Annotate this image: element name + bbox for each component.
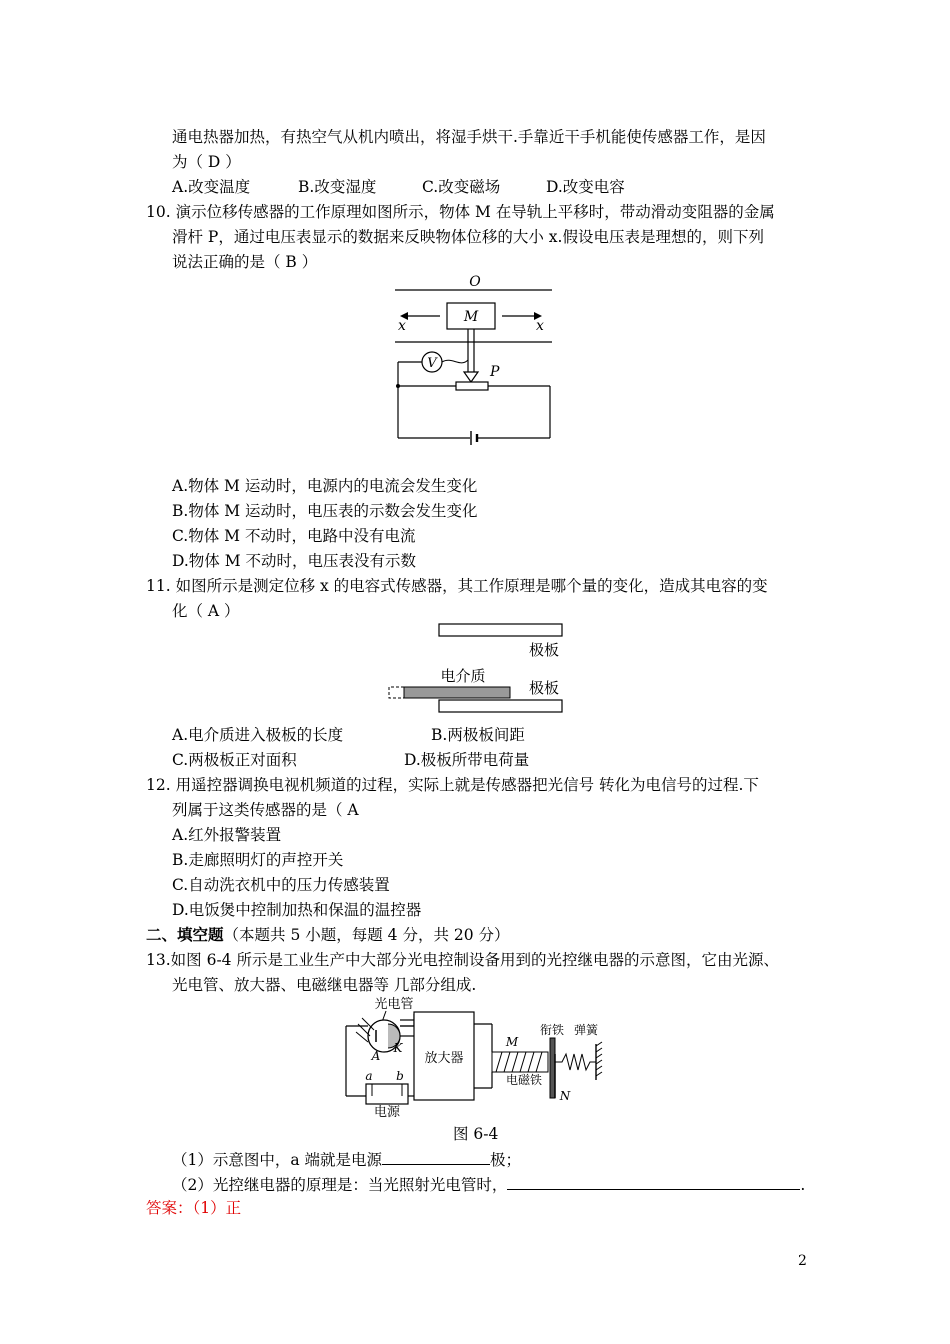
section-heading [146,925,510,945]
q10-line2: 滑杆 P，通过电压表显示的数据来反映物体位移的大小 x.假设电压表是理想的，则下列 [172,228,764,246]
q11-option-b: B.两极板间距 [431,726,525,744]
q12-line1: 12. 用遥控器调换电视机频道的过程，实际上就是传感器把光信号 转化为电信号的过程.下 [146,776,759,794]
dielectric-slab [404,687,510,698]
label-m: M [463,309,479,325]
q11-line1: 11. 如图所示是测定位移 x 的电容式传感器，其工作原理是哪个量的变化，造成其电容的变 [146,577,768,595]
q9-option-c: C.改变磁场 [422,178,501,196]
label-spring: 弹簧 [573,1023,599,1037]
bottom-plate [439,700,562,712]
page-number: 2 [798,1253,807,1269]
q10-option-a: A.物体 M 运动时，电源内的电流会发生变化 [172,477,478,495]
label-dielectric: 电介质 [440,667,486,685]
q13-line2: 光电管、放大器、电磁继电器等 几部分组成. [172,976,477,994]
label-a-terminal: a [365,1069,373,1083]
q13-sub2 [172,1174,805,1195]
q10-line3: 说法正确的是（ B ） [172,253,318,271]
label-o: O [469,274,481,290]
q13-figure-caption: 图 6-4 [453,1125,499,1143]
q9-option-d: D.改变电容 [546,178,625,196]
q13-sub1-suffix: 极； [490,1151,522,1169]
label-armature: 衔铁 [539,1023,565,1037]
label-v: V [427,356,437,371]
label-x-right: x [536,318,544,334]
q9-options [172,177,625,197]
q13-sub2-prefix: （2）光控继电器的原理是：当光照射光电管时， [172,1176,508,1194]
q9-line2: 为（ D ） [172,153,241,171]
q9-option-a: A.改变温度 [172,178,251,196]
q13-line1: 13.如图 6-4 所示是工业生产中大部分光电控制设备用到的光控继电器的示意图，它由光源、 [146,951,779,969]
q12-option-a: A.红外报警装置 [172,826,282,844]
section-note: （本题共 5 小题，每题 4 分，共 20 分） [223,926,510,944]
label-p: P [490,364,500,380]
q13-sub2-answer-blank[interactable] [507,1174,800,1190]
label-bottom-plate: 极板 [528,679,560,697]
label-n-contact: N [559,1089,571,1103]
q10-option-c: C.物体 M 不动时，电路中没有电流 [172,527,416,545]
q13-sub1-answer-blank[interactable] [382,1149,490,1165]
label-power: 电源 [373,1105,401,1120]
q12-option-b: B.走廊照明灯的声控开关 [172,851,344,869]
label-amplifier: 放大器 [424,1051,464,1066]
q10-option-d: D.物体 M 不动时，电压表没有示数 [172,552,417,570]
q10-line1: 10. 演示位移传感器的工作原理如图所示，物体 M 在导轨上平移时，带动滑动变阻器的金属 [146,203,775,221]
q12-line2: 列属于这类传感器的是（ A [172,801,359,819]
top-plate [439,624,562,636]
label-a-electrode: A [371,1049,381,1063]
q13-sub2-suffix: . [800,1176,806,1194]
q11-option-d: D.极板所带电荷量 [404,751,530,769]
rheostat [456,382,488,390]
label-b-terminal: b [396,1069,404,1083]
q9-option-b: B.改变湿度 [298,178,377,196]
label-x-left: x [398,318,406,334]
q11-option-a: A.电介质进入极板的长度 [172,726,344,744]
q12-option-d: D.电饭煲中控制加热和保温的温控器 [172,901,422,919]
label-k-electrode: K [393,1041,403,1055]
q12-option-c: C.自动洗衣机中的压力传感装置 [172,876,390,894]
answer-text: 答案：（1）正 [146,1199,242,1217]
q11-options-row1 [172,725,525,745]
q13-sub1-prefix: （1）示意图中，a 端就是电源 [172,1151,383,1169]
label-m-contact: M [505,1035,519,1049]
section-title: 二、填空题 [146,925,224,944]
q13-figure-photo-relay [340,996,610,1120]
label-electromagnet: 电磁铁 [505,1073,543,1087]
q10-option-b: B.物体 M 运动时，电压表的示数会发生变化 [172,502,478,520]
q11-option-c: C.两极板正对面积 [172,751,297,769]
electromagnet-icon [492,1052,548,1072]
q11-line2: 化（ A ） [172,602,240,620]
q9-line1: 通电热器加热，有热空气从机内喷出，将湿手烘干.手靠近干手机能使传感器工作，是因 [172,128,766,146]
spring-icon [555,1054,596,1070]
q13-sub1 [172,1149,521,1170]
q10-figure-displacement-sensor [380,272,570,444]
q11-figure-capacitor [385,618,570,716]
label-phototube: 光电管 [374,997,414,1012]
q11-options-row2 [172,750,529,770]
label-top-plate: 极板 [528,641,560,659]
